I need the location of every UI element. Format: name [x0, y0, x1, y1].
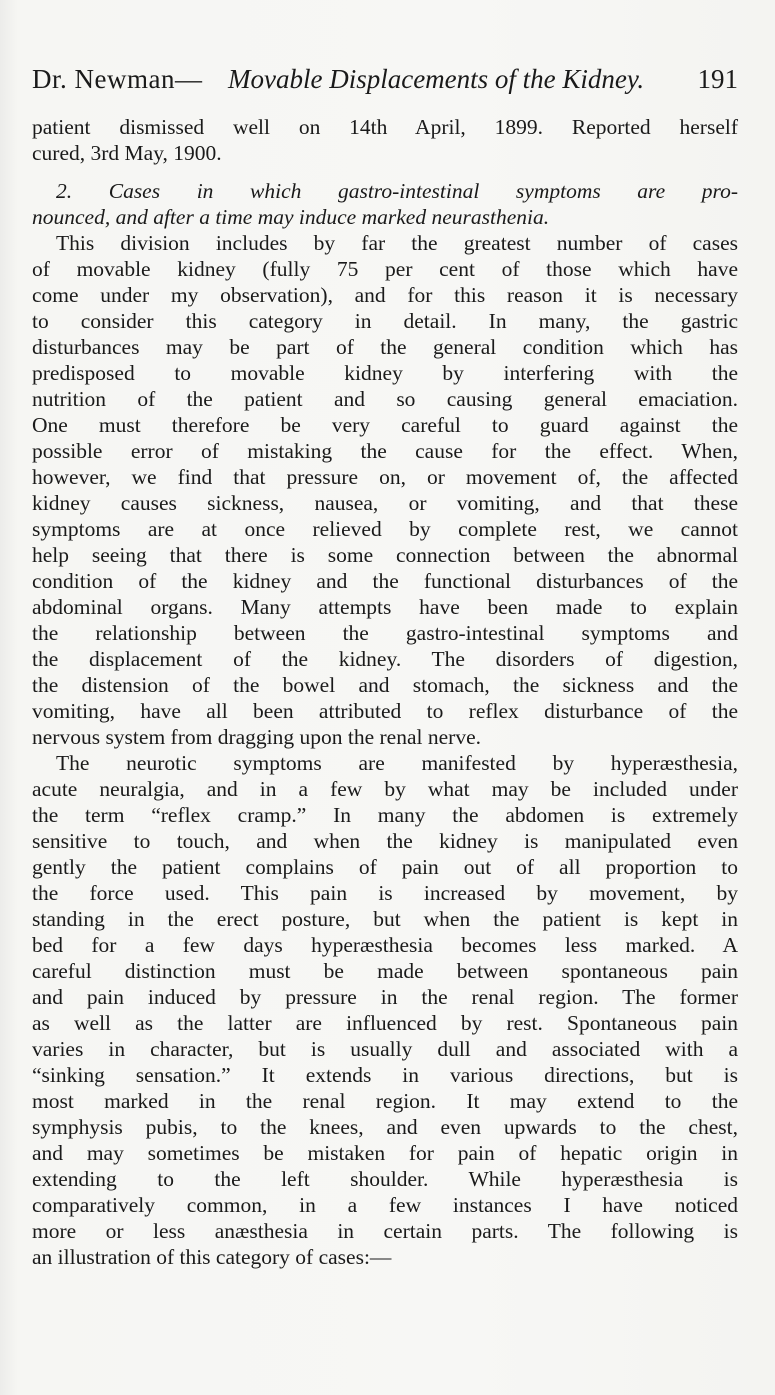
- text-line: help seeing that there is some connection between the abnormal: [32, 543, 738, 567]
- section-heading-line: 2. Cases in which gastro-intestinal symptoms are pro-: [56, 179, 738, 203]
- text-line: possible error of mistaking the cause for the effect. When,: [32, 439, 738, 463]
- text-line: symphysis pubis, to the knees, and even upwards to the chest,: [32, 1115, 738, 1139]
- text-line: and pain induced by pressure in the renal region. The former: [32, 985, 738, 1009]
- text-line: bed for a few days hyperæsthesia becomes less marked. A: [32, 933, 738, 957]
- text-line: an illustration of this category of cases:—: [32, 1245, 392, 1269]
- text-line: careful distinction must be made between spontaneous pain: [32, 959, 738, 983]
- paragraph-2: [32, 230, 738, 750]
- text-line: The neurotic symptoms are manifested by hyperæsthesia,: [56, 751, 738, 775]
- text-line: symptoms are at once relieved by complete rest, we cannot: [32, 517, 738, 541]
- text-line: to consider this category in detail. In many, the gastric: [32, 309, 738, 333]
- text-line: abdominal organs. Many attempts have been made to explain: [32, 595, 738, 619]
- text-line: gently the patient complains of pain out of all proportion to: [32, 855, 738, 879]
- running-header: [32, 62, 738, 96]
- text-line: comparatively common, in a few instances I have noticed: [32, 1193, 738, 1217]
- text-line: most marked in the renal region. It may extend to the: [32, 1089, 738, 1113]
- paragraph-3: [32, 750, 738, 1270]
- text-line: This division includes by far the greatest number of cases: [56, 231, 738, 255]
- text-line: the relationship between the gastro-intestinal symptoms and: [32, 621, 738, 645]
- header-title: Movable Displacements of the Kidney.: [228, 64, 645, 94]
- text-line: One must therefore be very careful to guard against the: [32, 413, 738, 437]
- text-line: extending to the left shoulder. While hyperæsthesia is: [32, 1167, 738, 1191]
- text-line: vomiting, have all been attributed to reflex disturbance of the: [32, 699, 738, 723]
- text-line: and may sometimes be mistaken for pain of hepatic origin in: [32, 1141, 738, 1165]
- text-line: kidney causes sickness, nausea, or vomiting, and that these: [32, 491, 738, 515]
- text-line: acute neuralgia, and in a few by what may be included under: [32, 777, 738, 801]
- section-heading-line: nounced, and after a time may induce marked neurasthenia.: [32, 205, 550, 229]
- body-text: [32, 114, 738, 1270]
- text-line: condition of the kidney and the functional disturbances of the: [32, 569, 738, 593]
- text-line: the distension of the bowel and stomach, the sickness and the: [32, 673, 738, 697]
- text-line: varies in character, but is usually dull and associated with a: [32, 1037, 738, 1061]
- text-line: the term “reflex cramp.” In many the abdomen is extremely: [32, 803, 738, 827]
- text-line: of movable kidney (fully 75 per cent of those which have: [32, 257, 738, 281]
- paragraph-1: [32, 114, 738, 166]
- text-line: cured, 3rd May, 1900.: [32, 141, 222, 165]
- text-line: disturbances may be part of the general condition which has: [32, 335, 738, 359]
- text-line: sensitive to touch, and when the kidney is manipulated even: [32, 829, 738, 853]
- header-author: Dr. Newman—: [32, 64, 203, 94]
- text-line: patient dismissed well on 14th April, 1899. Reported herself: [32, 115, 738, 139]
- section-heading: [32, 178, 738, 230]
- text-line: more or less anæsthesia in certain parts. The following is: [32, 1219, 738, 1243]
- text-line: standing in the erect posture, but when the patient is kept in: [32, 907, 738, 931]
- text-line: come under my observation), and for this reason it is necessary: [32, 283, 738, 307]
- text-line: predisposed to movable kidney by interfering with the: [32, 361, 738, 385]
- page-number: 191: [697, 64, 738, 94]
- text-line: nutrition of the patient and so causing general emaciation.: [32, 387, 738, 411]
- text-line: however, we find that pressure on, or movement of, the affected: [32, 465, 738, 489]
- text-line: the displacement of the kidney. The disorders of digestion,: [32, 647, 738, 671]
- text-line: nervous system from dragging upon the renal nerve.: [32, 725, 481, 749]
- text-line: “sinking sensation.” It extends in various directions, but is: [32, 1063, 738, 1087]
- text-line: as well as the latter are influenced by rest. Spontaneous pain: [32, 1011, 738, 1035]
- text-line: the force used. This pain is increased by movement, by: [32, 881, 738, 905]
